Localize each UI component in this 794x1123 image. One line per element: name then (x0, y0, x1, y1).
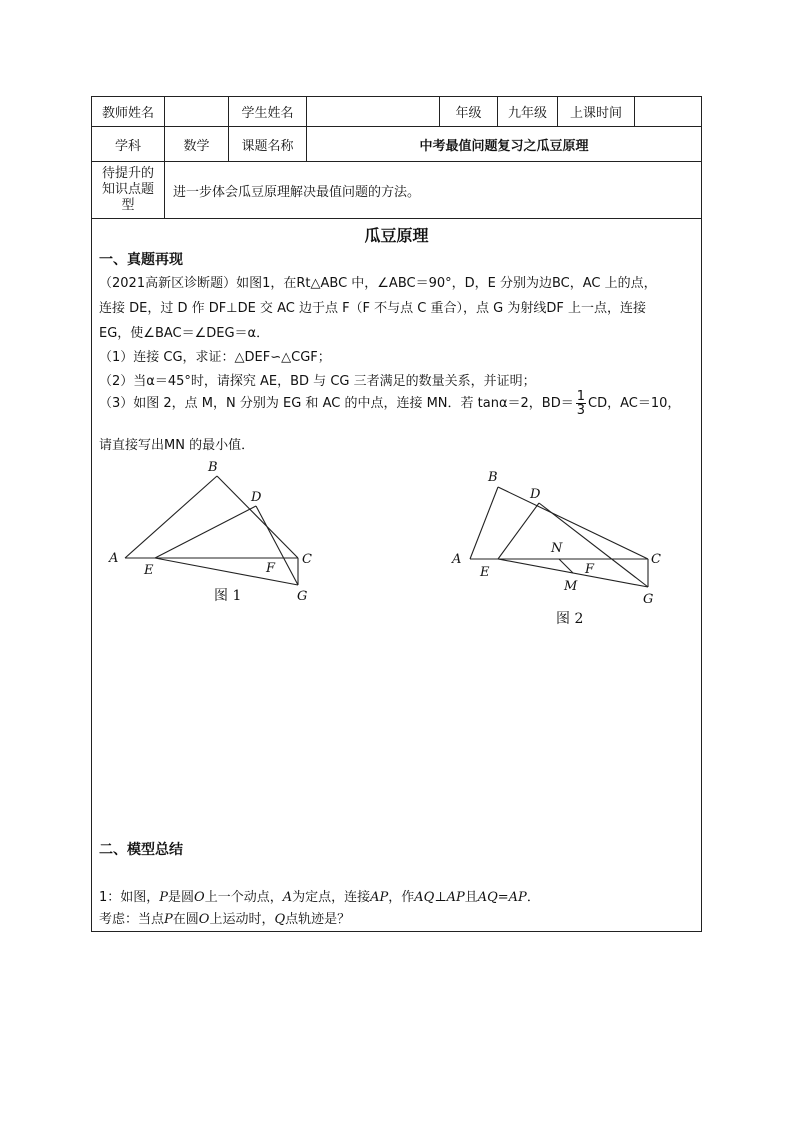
fig2-label-b: B (488, 470, 498, 485)
teacher-name-label: 教师姓名 (92, 97, 165, 126)
model-text: 且 (464, 890, 478, 905)
question-3-line-2: 请直接写出MN 的最小值． (99, 438, 255, 453)
topic-value: 中考最值问题复习之瓜豆原理 (419, 138, 589, 154)
fig1-segment-bc (217, 476, 298, 558)
model-text: 点轨迹是？ (285, 912, 351, 927)
var-a: A (282, 890, 293, 905)
knowledge-label-line-1: 待提升的 (101, 166, 154, 181)
figure-1 (104, 455, 324, 625)
fraction-numerator: 1 (576, 389, 585, 404)
knowledge-label-line-2: 知识点题 (101, 182, 154, 197)
subject-value: 数学 (165, 127, 229, 161)
topic-label: 课题名称 (229, 127, 307, 161)
grade-value: 九年级 (498, 97, 558, 126)
figure-2 (450, 465, 670, 635)
fig1-segment-eg (155, 558, 298, 585)
model-text: 为定点，连接 (292, 890, 371, 905)
var-ap: AP (370, 890, 389, 905)
fig2-label-n: N (551, 541, 563, 556)
model-line-1 (99, 886, 540, 905)
header-row-2 (92, 127, 701, 162)
model-text: 上一个动点， (204, 890, 283, 905)
class-time-value (635, 97, 701, 126)
fig2-segment-ab (470, 487, 498, 559)
fig1-label-g: G (297, 589, 308, 604)
class-time-label: 上课时间 (558, 97, 635, 126)
fig1-label-f: F (266, 561, 276, 576)
var-aq-eq-ap: AQ=AP (477, 890, 527, 905)
problem-line-2: 连接 DE，过 D 作 DF⊥DE 交 AC 边于点 F（F 不与点 C 重合），点 G 为射线DF 上一点，连接 (99, 301, 646, 316)
fig2-label-d: D (530, 487, 541, 502)
model-text: ，作 (388, 890, 415, 905)
fig1-segment-dg (256, 506, 298, 585)
model-text: 上运动时， (209, 912, 275, 927)
fig2-label-m: M (564, 579, 578, 594)
model-text: 在圆 (172, 912, 199, 927)
question-3-part-b: CD，AC＝10， (588, 396, 681, 411)
knowledge-text: 进一步体会瓜豆原理解决最值问题的方法。 (173, 184, 421, 200)
model-text: 考虑：当点 (99, 912, 165, 927)
question-3 (99, 389, 680, 419)
teacher-name-value (165, 97, 229, 126)
fig2-label-c: C (651, 552, 661, 567)
fig1-label-b: B (208, 460, 218, 475)
fig2-segment-ed (498, 503, 539, 559)
section-heading-2: 二、模型总结 (99, 842, 183, 858)
fig1-label-e: E (144, 563, 154, 578)
fig1-label-a: A (109, 551, 119, 566)
grade-label: 年级 (440, 97, 498, 126)
student-name-label: 学生姓名 (229, 97, 307, 126)
var-p: P (159, 890, 169, 905)
fraction-denominator: 3 (576, 403, 585, 418)
fig2-label-a: A (452, 552, 462, 567)
knowledge-value (165, 162, 701, 218)
knowledge-label-line-3: 型 (121, 198, 135, 213)
fig2-caption: 图 2 (556, 611, 584, 627)
model-text: ． (526, 890, 540, 905)
fig2-label-g: G (643, 592, 654, 607)
header-row-1 (92, 97, 701, 127)
model-text: 1：如图， (99, 890, 160, 905)
fig2-segment-bc (498, 487, 648, 559)
question-1: （1）连接 CG，求证：△DEF∽△CGF； (99, 350, 331, 365)
problem-line-1: （2021高新区诊断题）如图1，在Rt△ABC 中，∠ABC＝90°，D，E 分别为边BC，AC 上的点， (99, 276, 657, 291)
knowledge-label (92, 162, 165, 218)
fig1-segment-ab (125, 476, 217, 558)
fig2-label-f: F (585, 562, 595, 577)
fraction-one-third (576, 390, 586, 417)
problem-line-3: EG，使∠BAC＝∠DEG＝α． (99, 326, 270, 341)
section-heading-1: 一、真题再现 (99, 252, 183, 268)
content-area (92, 219, 701, 931)
var-aq-perp-ap: AQ⊥AP (414, 890, 465, 905)
question-3-part-a: （3）如图 2，点 M，N 分别为 EG 和 AC 的中点，连接 MN．若 tanα＝2，BD＝ (99, 396, 574, 411)
subject-label: 学科 (92, 127, 165, 161)
var-o: O (194, 890, 205, 905)
fig1-caption: 图 1 (214, 588, 242, 604)
student-name-value (307, 97, 440, 126)
var-q: Q (274, 912, 286, 927)
fig1-label-c: C (302, 552, 312, 567)
fig1-label-d: D (251, 490, 262, 505)
var-p: P (164, 912, 173, 927)
var-o: O (198, 912, 210, 927)
question-2: （2）当α＝45°时，请探究 AE，BD 与 CG 三者满足的数量关系，并证明； (99, 374, 536, 389)
model-line-2 (99, 908, 350, 927)
content-title: 瓜豆原理 (364, 226, 429, 245)
fig1-segment-ed (155, 506, 256, 558)
model-text: 是圆 (168, 890, 195, 905)
worksheet-table (91, 96, 702, 932)
fig2-label-e: E (480, 565, 490, 580)
header-row-3 (92, 162, 701, 219)
